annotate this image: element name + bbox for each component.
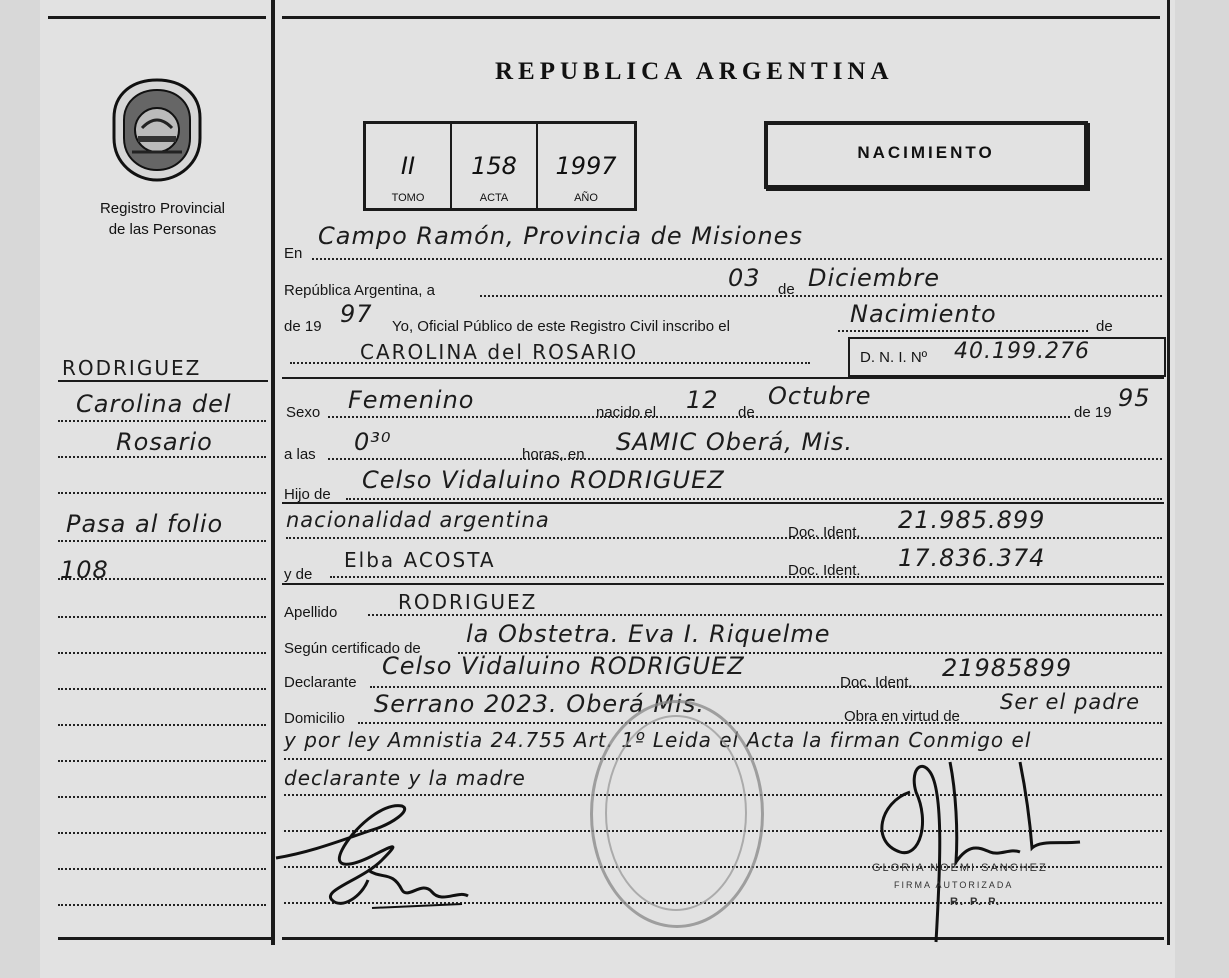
office-name: [60, 198, 265, 240]
official-signature: [860, 752, 1100, 952]
y-de-label: y de: [284, 566, 313, 583]
remarks-line2: declarante y la madre: [284, 766, 526, 790]
year-suffix-value: 97: [340, 300, 373, 328]
birth-month: Octubre: [768, 382, 872, 410]
sidebar-ruled-line: [58, 456, 266, 458]
sidebar-note-line1: Pasa al folio: [66, 510, 224, 538]
sidebar-note-line2: 108: [60, 556, 109, 584]
domicilio-value: Serrano 2023. Oberá Mis.: [374, 690, 705, 718]
year-prefix-label: de 19: [284, 318, 322, 335]
mother-name: Elba ACOSTA: [344, 548, 496, 572]
domicilio-label: Domicilio: [284, 710, 345, 727]
declarant-signature: [272, 800, 472, 920]
republica-label: República Argentina, a: [284, 282, 435, 299]
tomo-cell: [366, 124, 452, 208]
tomo-value: II: [400, 152, 416, 180]
apellido-label: Apellido: [284, 604, 338, 621]
section-rule-2: [282, 502, 1164, 504]
acta-value: 158: [471, 152, 517, 180]
official-print-name: GLORIA NOEMI SANCHEZ: [872, 862, 1048, 874]
remarks-line1: y por ley Amnistia 24.755 Art. 1º Leida el Acta la firman Conmigo el: [284, 728, 1032, 752]
sexo-label: Sexo: [286, 404, 321, 421]
dni-value: 40.199.276: [954, 339, 1090, 364]
father-nationality: nacionalidad argentina: [286, 508, 550, 532]
bottom-border-left: [58, 937, 272, 940]
de-label: de: [778, 281, 795, 298]
declarante-value: Celso Vidaluino RODRIGUEZ: [382, 652, 745, 680]
sexo-value: Femenino: [348, 386, 475, 414]
sidebar-ruled-line: [58, 868, 266, 870]
sexo-line: [328, 416, 1070, 418]
sidebar-given-line2: Rosario: [116, 428, 213, 456]
registry-stamp-inner: [605, 715, 747, 911]
sidebar-ruled-line: [58, 616, 266, 618]
month-value: Diciembre: [808, 264, 941, 292]
en-label: En: [284, 245, 303, 262]
registry-stamp: [590, 700, 764, 928]
certificado-label: Según certificado de: [284, 640, 421, 657]
ano-label: AÑO: [574, 192, 598, 204]
sidebar-ruled-line: [58, 420, 266, 422]
oficial-text: Yo, Oficial Público de este Registro Civil inscribo el: [392, 318, 730, 335]
declarante-line: [370, 686, 1162, 688]
de-label-2: de: [1096, 318, 1113, 335]
official-print-role: FIRMA AUTORIZADA: [894, 880, 1014, 890]
nacido-label: nacido el: [596, 404, 657, 421]
top-border-right: [282, 16, 1160, 19]
doc-ident-label-3: Doc. Ident.: [840, 674, 913, 691]
sidebar-ruled-line: [58, 652, 266, 654]
sidebar-ruled-line: [58, 540, 266, 542]
day-value: 03: [728, 264, 761, 292]
sidebar-ruled-line: [58, 578, 266, 580]
registered-name: CAROLINA del ROSARIO: [360, 340, 639, 364]
record-kind: NACIMIENTO: [857, 143, 995, 162]
mother-doc: 17.836.374: [898, 544, 1046, 572]
place-value: Campo Ramón, Provincia de Misiones: [318, 222, 803, 250]
obra-value: Ser el padre: [1000, 690, 1141, 714]
mother-line: [330, 576, 1162, 578]
birth-day: 12: [686, 386, 719, 414]
acta-label: ACTA: [479, 192, 509, 204]
doc-ident-label-2: Doc. Ident.: [788, 562, 861, 579]
acta-cell: [452, 124, 538, 208]
nationality-line: [286, 537, 1162, 539]
event-line: [838, 330, 1088, 332]
section-rule-3: [282, 583, 1164, 585]
ano-value: 1997: [555, 152, 617, 180]
dni-label: D. N. I. Nº: [860, 349, 928, 366]
father-name: Celso Vidaluino RODRIGUEZ: [362, 466, 725, 494]
name-line: [290, 362, 810, 364]
domicilio-line: [358, 722, 1162, 724]
dni-box: [848, 337, 1166, 377]
tomo-label: TOMO: [391, 192, 425, 204]
birth-year-suffix: 95: [1118, 384, 1151, 412]
sidebar-surname: RODRIGUEZ: [62, 356, 202, 380]
sidebar-ruled-line: [58, 832, 266, 834]
section-rule-1: [282, 377, 1164, 379]
sidebar-ruled-line: [58, 492, 266, 494]
apellido-line: [368, 614, 1162, 616]
horas-label: horas, en: [522, 446, 585, 463]
a-las-label: a las: [284, 446, 316, 463]
sidebar-given-line1: Carolina del: [76, 390, 232, 418]
right-border: [1167, 0, 1170, 945]
declarante-doc: 21985899: [942, 654, 1073, 682]
sidebar-ruled-line: [58, 796, 266, 798]
father-doc: 21.985.899: [898, 506, 1046, 534]
sidebar-rule: [58, 380, 268, 382]
official-print-org: R. P. P.: [950, 896, 1002, 908]
time-line: [328, 458, 1162, 460]
father-line: [346, 498, 1162, 500]
de-label-3: de: [738, 404, 755, 421]
place-line: [312, 258, 1162, 260]
sidebar-ruled-line: [58, 724, 266, 726]
obra-label: Obra en virtud de: [844, 708, 960, 725]
certificado-value: la Obstetra. Eva I. Riquelme: [466, 620, 831, 648]
declarante-label: Declarante: [284, 674, 357, 691]
page-title: REPUBLICA ARGENTINA: [495, 58, 894, 85]
sidebar-ruled-line: [58, 904, 266, 906]
birth-time: 0³⁰: [354, 428, 392, 456]
office-name-line2: de las Personas: [108, 221, 217, 238]
office-name-line1: Registro Provincial: [99, 200, 226, 217]
sidebar-ruled-line: [58, 688, 266, 690]
record-kind-box: [764, 121, 1088, 189]
date-line: [480, 295, 1162, 297]
doc-ident-label: Doc. Ident.: [788, 524, 861, 541]
apellido-value: RODRIGUEZ: [398, 590, 538, 614]
hijo-label: Hijo de: [284, 486, 331, 503]
registry-box: [363, 121, 637, 211]
provincial-seal-icon: [112, 78, 202, 182]
event-value: Nacimiento: [850, 300, 997, 328]
birth-place: SAMIC Oberá, Mis.: [616, 428, 854, 456]
ano-cell: [538, 124, 634, 208]
birth-year-label: de 19: [1074, 404, 1112, 421]
top-border-left: [48, 16, 266, 19]
sidebar-ruled-line: [58, 760, 266, 762]
